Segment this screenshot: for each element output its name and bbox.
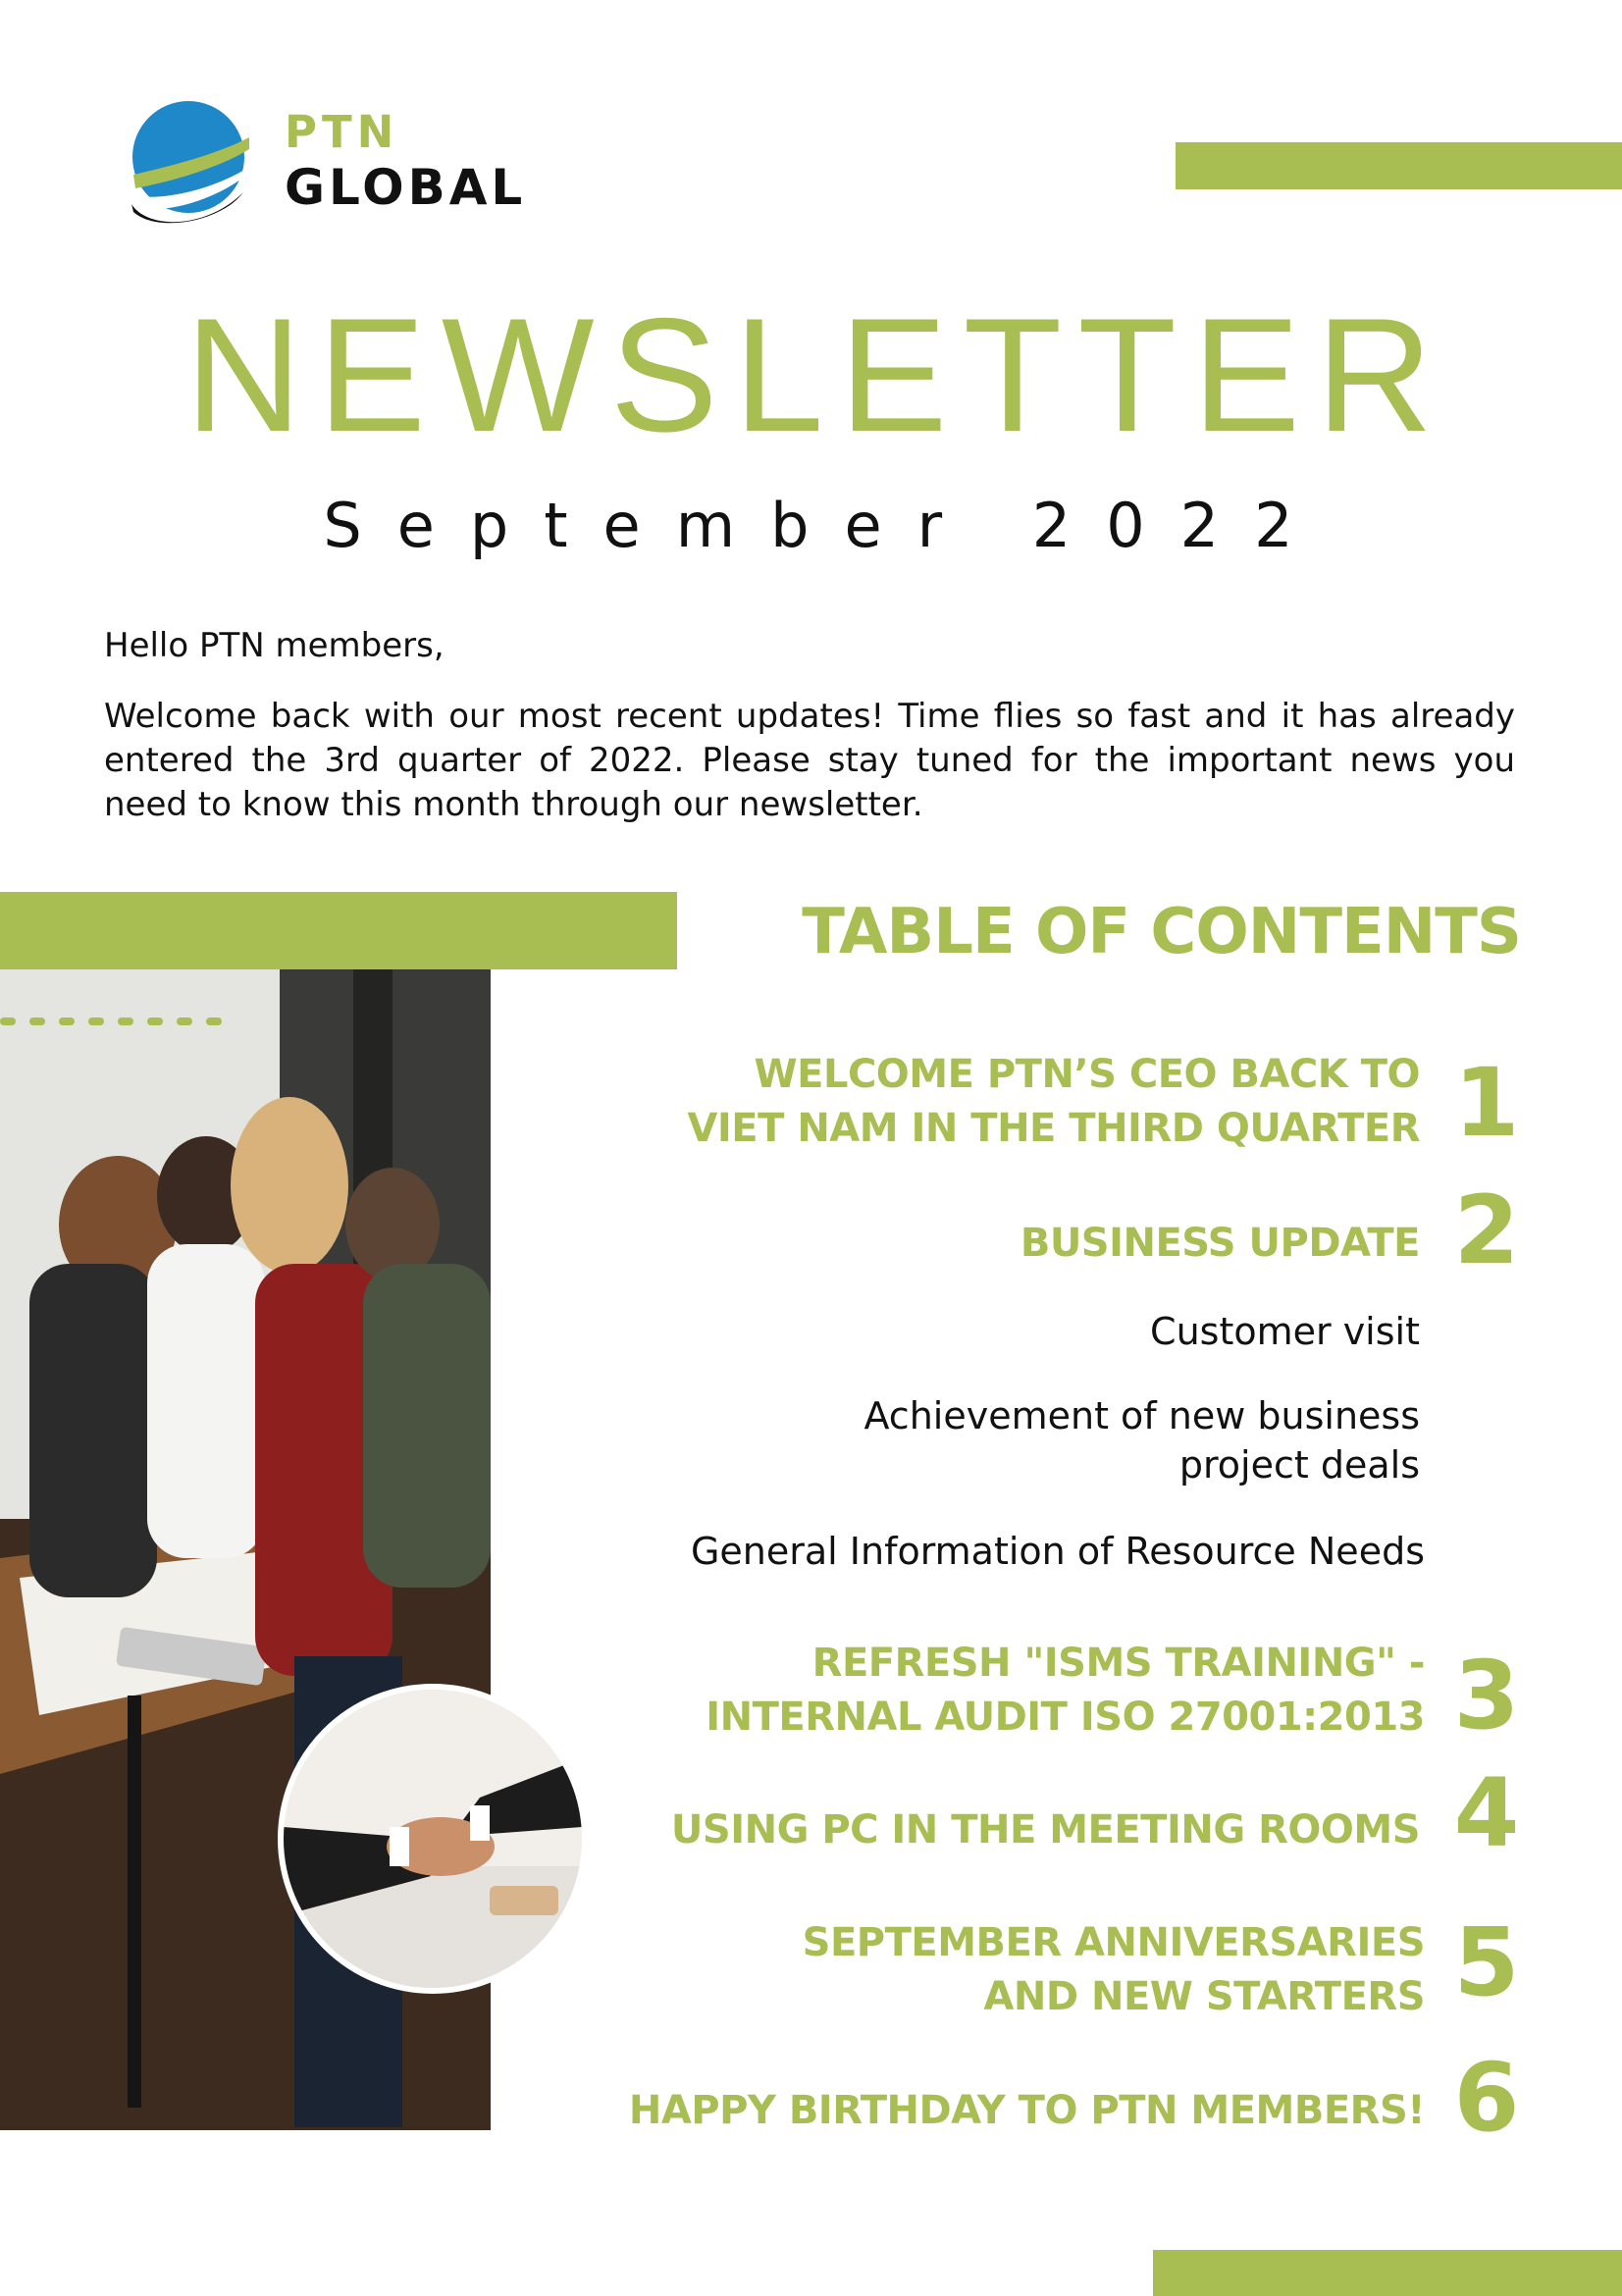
toc-item-1[interactable]: WELCOME PTN’S CEO BACK TO VIET NAM IN THE THIRD QUARTER (687, 1052, 1420, 1151)
toc-number-3: 3 (1453, 1641, 1520, 1750)
accent-bar-top (1176, 142, 1622, 189)
toc-number-4: 4 (1453, 1758, 1520, 1868)
intro-paragraph: Welcome back with our most recent updates! Time flies so fast and it has already entered the 3rd quarter of 2022. Please stay tuned for the important news you need to know this month through our newsletter. (104, 697, 1515, 824)
toc-item-3[interactable]: REFRESH "ISMS TRAINING" - INTERNAL AUDIT ISO 27001:2013 (706, 1641, 1425, 1740)
toc-title: TABLE OF CONTENTS (802, 896, 1521, 968)
toc-subitem-customer-visit[interactable]: Customer visit (1150, 1310, 1420, 1353)
toc-item-6[interactable]: HAPPY BIRTHDAY TO PTN MEMBERS! (628, 2088, 1425, 2133)
accent-bar-left (0, 892, 677, 969)
toc-number-2: 2 (1453, 1175, 1520, 1285)
newsletter-title: NEWSLETTER (184, 285, 1449, 465)
toc-item-5[interactable]: SEPTEMBER ANNIVERSARIES AND NEW STARTERS (802, 1920, 1425, 2019)
toc-subitem-resource-needs[interactable]: General Information of Resource Needs (690, 1530, 1425, 1573)
brand-name-line1: PTN (285, 106, 399, 158)
dotted-line-decoration (0, 1015, 226, 1028)
handshake-photo (278, 1684, 588, 1994)
greeting-text: Hello PTN members, (104, 626, 445, 665)
toc-subitem-new-deals[interactable]: Achievement of new business project deals (863, 1394, 1420, 1487)
issue-date: September 2022 (323, 490, 1329, 561)
toc-number-1: 1 (1453, 1048, 1520, 1158)
accent-bar-bottom (1153, 2250, 1622, 2296)
ptn-logo-icon (128, 98, 255, 235)
toc-number-6: 6 (1453, 2043, 1520, 2153)
brand-name-line2: GLOBAL (285, 159, 527, 216)
toc-number-5: 5 (1453, 1907, 1520, 2017)
toc-item-2[interactable]: BUSINESS UPDATE (1020, 1221, 1420, 1266)
toc-item-4[interactable]: USING PC IN THE MEETING ROOMS (670, 1807, 1420, 1852)
